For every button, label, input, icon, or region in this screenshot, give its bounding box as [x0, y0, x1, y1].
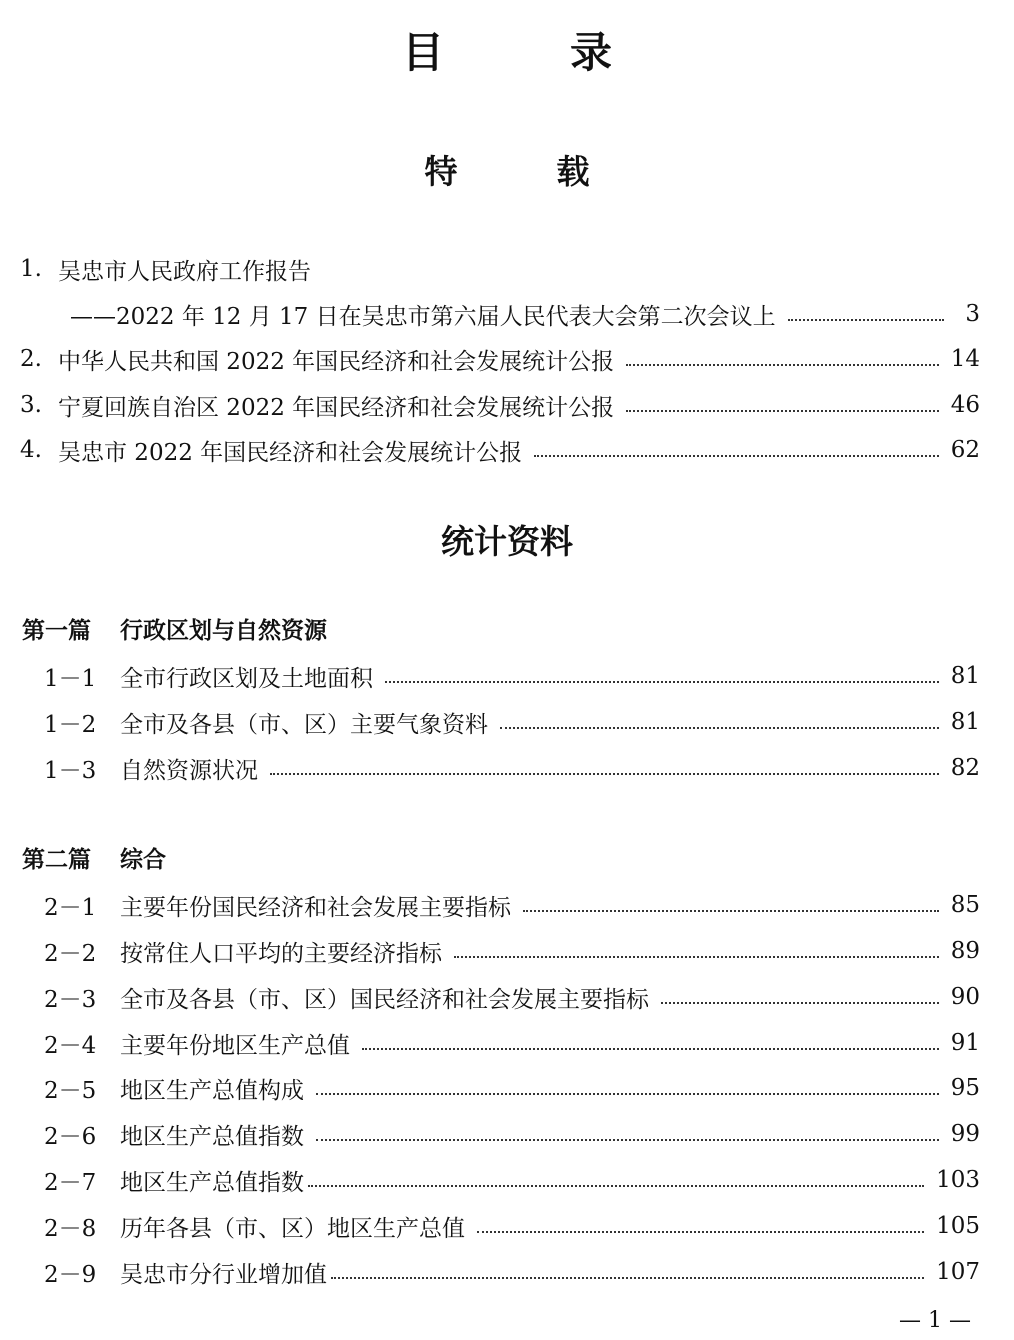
page-title: 目 录	[401, 28, 612, 77]
page-number: 105	[936, 1213, 980, 1239]
entry-number: 1.	[20, 256, 42, 282]
entry-number: 2－8	[44, 1215, 97, 1242]
toc-entry[interactable]	[20, 254, 980, 284]
page-number: 99	[950, 1121, 980, 1147]
entry-title: 主要年份地区生产总值	[120, 1032, 350, 1059]
entry-number: 1－1	[44, 665, 97, 692]
entry-number: 1－2	[44, 711, 97, 738]
entry-number: 2－9	[44, 1261, 97, 1288]
dot-leader	[270, 773, 939, 775]
page-number: 81	[950, 663, 980, 689]
entry-number: 2－2	[44, 940, 97, 967]
entry-title: 吴忠市分行业增加值	[120, 1261, 327, 1288]
dot-leader	[454, 956, 939, 958]
page-number: 103	[936, 1167, 980, 1193]
toc-entry[interactable]	[20, 936, 980, 966]
dot-leader	[362, 1048, 939, 1050]
toc-entry[interactable]	[20, 661, 980, 691]
page-number: 91	[950, 1030, 980, 1056]
toc-entry[interactable]	[20, 890, 980, 920]
entry-title: 按常住人口平均的主要经济指标	[120, 940, 442, 967]
toc-entry[interactable]	[20, 707, 980, 737]
page-number: 14	[950, 346, 980, 372]
entry-title: 全市行政区划及土地面积	[120, 665, 373, 692]
dot-leader	[477, 1231, 924, 1233]
entry-title: 吴忠市人民政府工作报告	[58, 258, 311, 285]
toc-entry[interactable]	[20, 1165, 980, 1195]
page-number: 85	[950, 892, 980, 918]
entry-title: 宁夏回族自治区 2022 年国民经济和社会发展统计公报	[58, 394, 615, 421]
dot-leader	[500, 727, 939, 729]
entry-title: 主要年份国民经济和社会发展主要指标	[120, 894, 511, 921]
dot-leader	[626, 364, 939, 366]
toc-entry[interactable]	[20, 1257, 980, 1287]
toc-entry[interactable]	[20, 1073, 980, 1103]
page-number: 95	[950, 1075, 980, 1101]
entry-number: 2－6	[44, 1123, 97, 1150]
chapter-label: 第一篇	[22, 618, 91, 644]
page-number: 82	[950, 755, 980, 781]
entry-number: 2－7	[44, 1169, 97, 1196]
page-number: 90	[950, 984, 980, 1010]
entry-title: 历年各县（市、区）地区生产总值	[120, 1215, 465, 1242]
entry-title: 全市及各县（市、区）国民经济和社会发展主要指标	[120, 986, 649, 1013]
entry-title: 地区生产总值构成	[120, 1077, 304, 1104]
entry-number: 2－1	[44, 894, 97, 921]
chapter-title: 综合	[120, 847, 166, 873]
dot-leader	[788, 319, 944, 321]
section-title-statistics: 统计资料	[441, 522, 573, 561]
toc-entry[interactable]	[20, 299, 980, 329]
entry-number: 2－4	[44, 1032, 97, 1059]
page-number: 81	[950, 709, 980, 735]
chapter-heading	[22, 616, 327, 646]
section-title-special: 特 载	[424, 152, 590, 191]
toc-entry[interactable]	[20, 1119, 980, 1149]
dot-leader	[316, 1139, 939, 1141]
toc-entry[interactable]	[20, 390, 980, 420]
dot-leader	[308, 1185, 924, 1187]
toc-entry[interactable]	[20, 982, 980, 1012]
entry-title: 自然资源状况	[120, 757, 258, 784]
toc-entry[interactable]	[20, 344, 980, 374]
chapter-label: 第二篇	[22, 847, 91, 873]
toc-entry[interactable]	[20, 435, 980, 465]
dot-leader	[661, 1002, 939, 1004]
page-number: 3	[965, 301, 980, 327]
entry-number: 2－3	[44, 986, 97, 1013]
entry-number: 4.	[20, 437, 42, 463]
page-footer-number: — 1 —	[899, 1308, 971, 1333]
chapter-heading	[22, 845, 166, 875]
page-number: 107	[936, 1259, 980, 1285]
entry-title: 地区生产总值指数	[120, 1169, 304, 1196]
entry-number: 2.	[20, 346, 42, 372]
toc-entry[interactable]	[20, 753, 980, 783]
dot-leader	[316, 1093, 939, 1095]
dot-leader	[331, 1277, 924, 1279]
entry-title: 吴忠市 2022 年国民经济和社会发展统计公报	[58, 439, 523, 466]
page-number: 62	[950, 437, 980, 463]
dot-leader	[534, 455, 939, 457]
entry-number: 1－3	[44, 757, 97, 784]
entry-number: 2－5	[44, 1077, 97, 1104]
toc-entry[interactable]	[20, 1211, 980, 1241]
dot-leader	[626, 410, 939, 412]
chapter-title: 行政区划与自然资源	[120, 618, 327, 644]
entry-subtitle: ——2022 年 12 月 17 日在吴忠市第六届人民代表大会第二次会议上	[70, 303, 776, 330]
entry-title: 中华人民共和国 2022 年国民经济和社会发展统计公报	[58, 348, 615, 375]
page-number: 89	[950, 938, 980, 964]
dot-leader	[385, 681, 939, 683]
entry-title: 地区生产总值指数	[120, 1123, 304, 1150]
entry-number: 3.	[20, 392, 42, 418]
page-number: 46	[950, 392, 980, 418]
toc-entry[interactable]	[20, 1028, 980, 1058]
entry-title: 全市及各县（市、区）主要气象资料	[120, 711, 488, 738]
dot-leader	[523, 910, 939, 912]
